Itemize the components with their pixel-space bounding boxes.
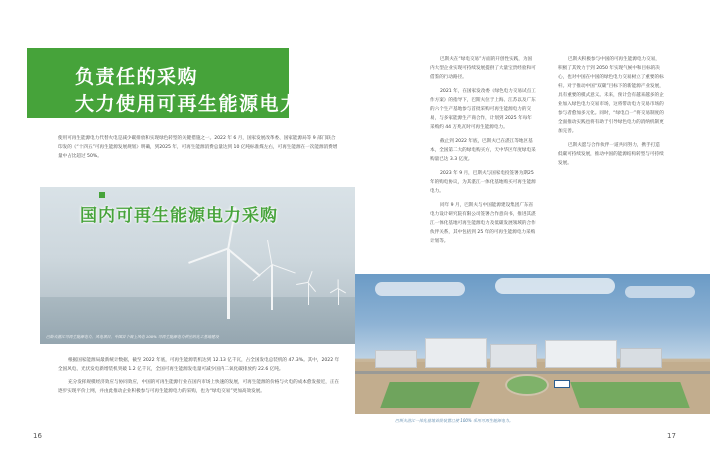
factory-building bbox=[425, 338, 487, 368]
page-number-left: 16 bbox=[33, 432, 42, 440]
intro-paragraph: 使用可再生能源电力代替火电是减少碳排放和实现绿色转型的关键措施之一。2022 年 6 月，国家发展改革委、国家能源局等 9 部门联合印发的《“十四五”可再生能源发展规划》明确，到2025 年，可再生能源消费总量达到 10 亿吨标准煤左右，可再生能源在一次能源消费增量中占比超过 50%。 bbox=[58, 136, 338, 159]
page-number-right: 17 bbox=[667, 432, 676, 440]
factory-building bbox=[620, 348, 662, 368]
factory-building bbox=[490, 344, 537, 368]
col1-paragraph-5: 同年 9 月，巴斯夫与中国能源建设集团广东省电力设计研究院有限公司签署合作意向书，推进其湛江一体化基地可再生能源电力及低碳发展领域的合作伙伴关系，其中包括到 25 年的可再生能源电力采购计划等。 bbox=[430, 203, 536, 244]
cloud bbox=[495, 278, 615, 294]
factory-photo-caption: 巴斯夫湛江一体化基地首批装置已使 100% 采用可再生能源电力。 bbox=[395, 418, 513, 423]
green-field bbox=[570, 382, 689, 408]
left-body-paragraph-2: 充分发挥规模经济效应与协同效应，中国的可再生能源行业在国内市场上快速的发展，可再生能源的价格与火电的成本愈发接近，正在逐步实现平价上网，并由此推动企业积极参与可再生能源电力的采购，也为“绿电交易”更加高效发展。 bbox=[58, 380, 340, 394]
title-banner bbox=[27, 48, 301, 118]
cloud bbox=[375, 282, 465, 296]
col1-paragraph-1: 巴斯夫在“绿电交易”方面的开创性实践，为国内大型企业实现可持续发展提供了大量宝贵经验和可借鉴的行动路径。 bbox=[430, 57, 536, 80]
col1-paragraph-3: 截止到 2022 年底，巴斯夫已在湛江等地区基本，全国第二大的绿电购买方，天中华区年度绿电采购量已达 3.3 亿度。 bbox=[430, 139, 536, 162]
cloud bbox=[625, 286, 695, 298]
road bbox=[355, 371, 710, 374]
left-body-text bbox=[58, 356, 340, 400]
green-field bbox=[380, 382, 479, 408]
col1-paragraph-4: 2023 年 9 月，巴斯夫与国家电投签署为期25年的购电协议，为其湛江一体化基地购买可再生能源电力。 bbox=[430, 171, 536, 194]
factory-aerial-photo bbox=[355, 274, 710, 414]
col2-paragraph-2: 巴斯夫愿与合作伙伴一道共同努力，携手打造低碳可持续发展，推动中国的能源结构转型与可持续发展。 bbox=[558, 143, 664, 166]
subhead-marker bbox=[99, 192, 105, 198]
left-body-paragraph-1: 根据国家能源局最新统计数据，截至 2022 年底，可再生能源装机达到 12.13 亿千瓦，占全国发电总装机的 47.3%。其中，2022 年全国风电、光伏发电新增装机突破 1.2 亿千瓦，全国可再生能源发电量可减少国内二氧化碳排放约 22.6 亿吨。 bbox=[58, 358, 340, 372]
banner-title-line2: 大力使用可再生能源电力 bbox=[75, 93, 301, 115]
factory-building bbox=[375, 350, 417, 368]
company-logo-mark bbox=[554, 380, 570, 388]
factory-building bbox=[545, 340, 617, 368]
banner-title-line1: 负责任的采购 bbox=[75, 66, 199, 88]
section-subheading: 国内可再生能源电力采购 bbox=[80, 206, 278, 226]
right-column-2 bbox=[558, 55, 664, 173]
col2-paragraph-1: 巴斯夫积极参与中国的可再生能源电力交易，积极了其致力于到 2050 年实现气候中和目标的决心，也对中国在中国的绿色电力交易树立了重要的标杆。对于推动中国“双碳”目标下的新能源产业发展，具有重要的模式意义。未来，预计会有越来越多的企业加入绿色电力交易市场，这将带动电力交易市场的参与者愈加多元化。同时，“绿电自一”将交易制度的全面推动实践也将有助于引导绿色电力的消纳机制更加完善。 bbox=[558, 57, 664, 134]
roundabout bbox=[505, 374, 549, 396]
col1-paragraph-2: 2021 年，在国家发改委《绿色电力交易试点工作方案》的指导下，巴斯夫位于上海、江苏以及广东的六个生产基地参与首批采购可再生能源电力的交易，与多家能源生产商合作，计划到 2025 年每年采购约 44 万兆瓦时可再生能源电力。 bbox=[430, 89, 536, 130]
wind-photo-caption: 巴斯夫湛江可再生能源电力，风电项目，中国首个海上风电 100% 可再生能源电力供应的化工基地建设 bbox=[46, 334, 219, 339]
right-column-1 bbox=[430, 55, 536, 251]
